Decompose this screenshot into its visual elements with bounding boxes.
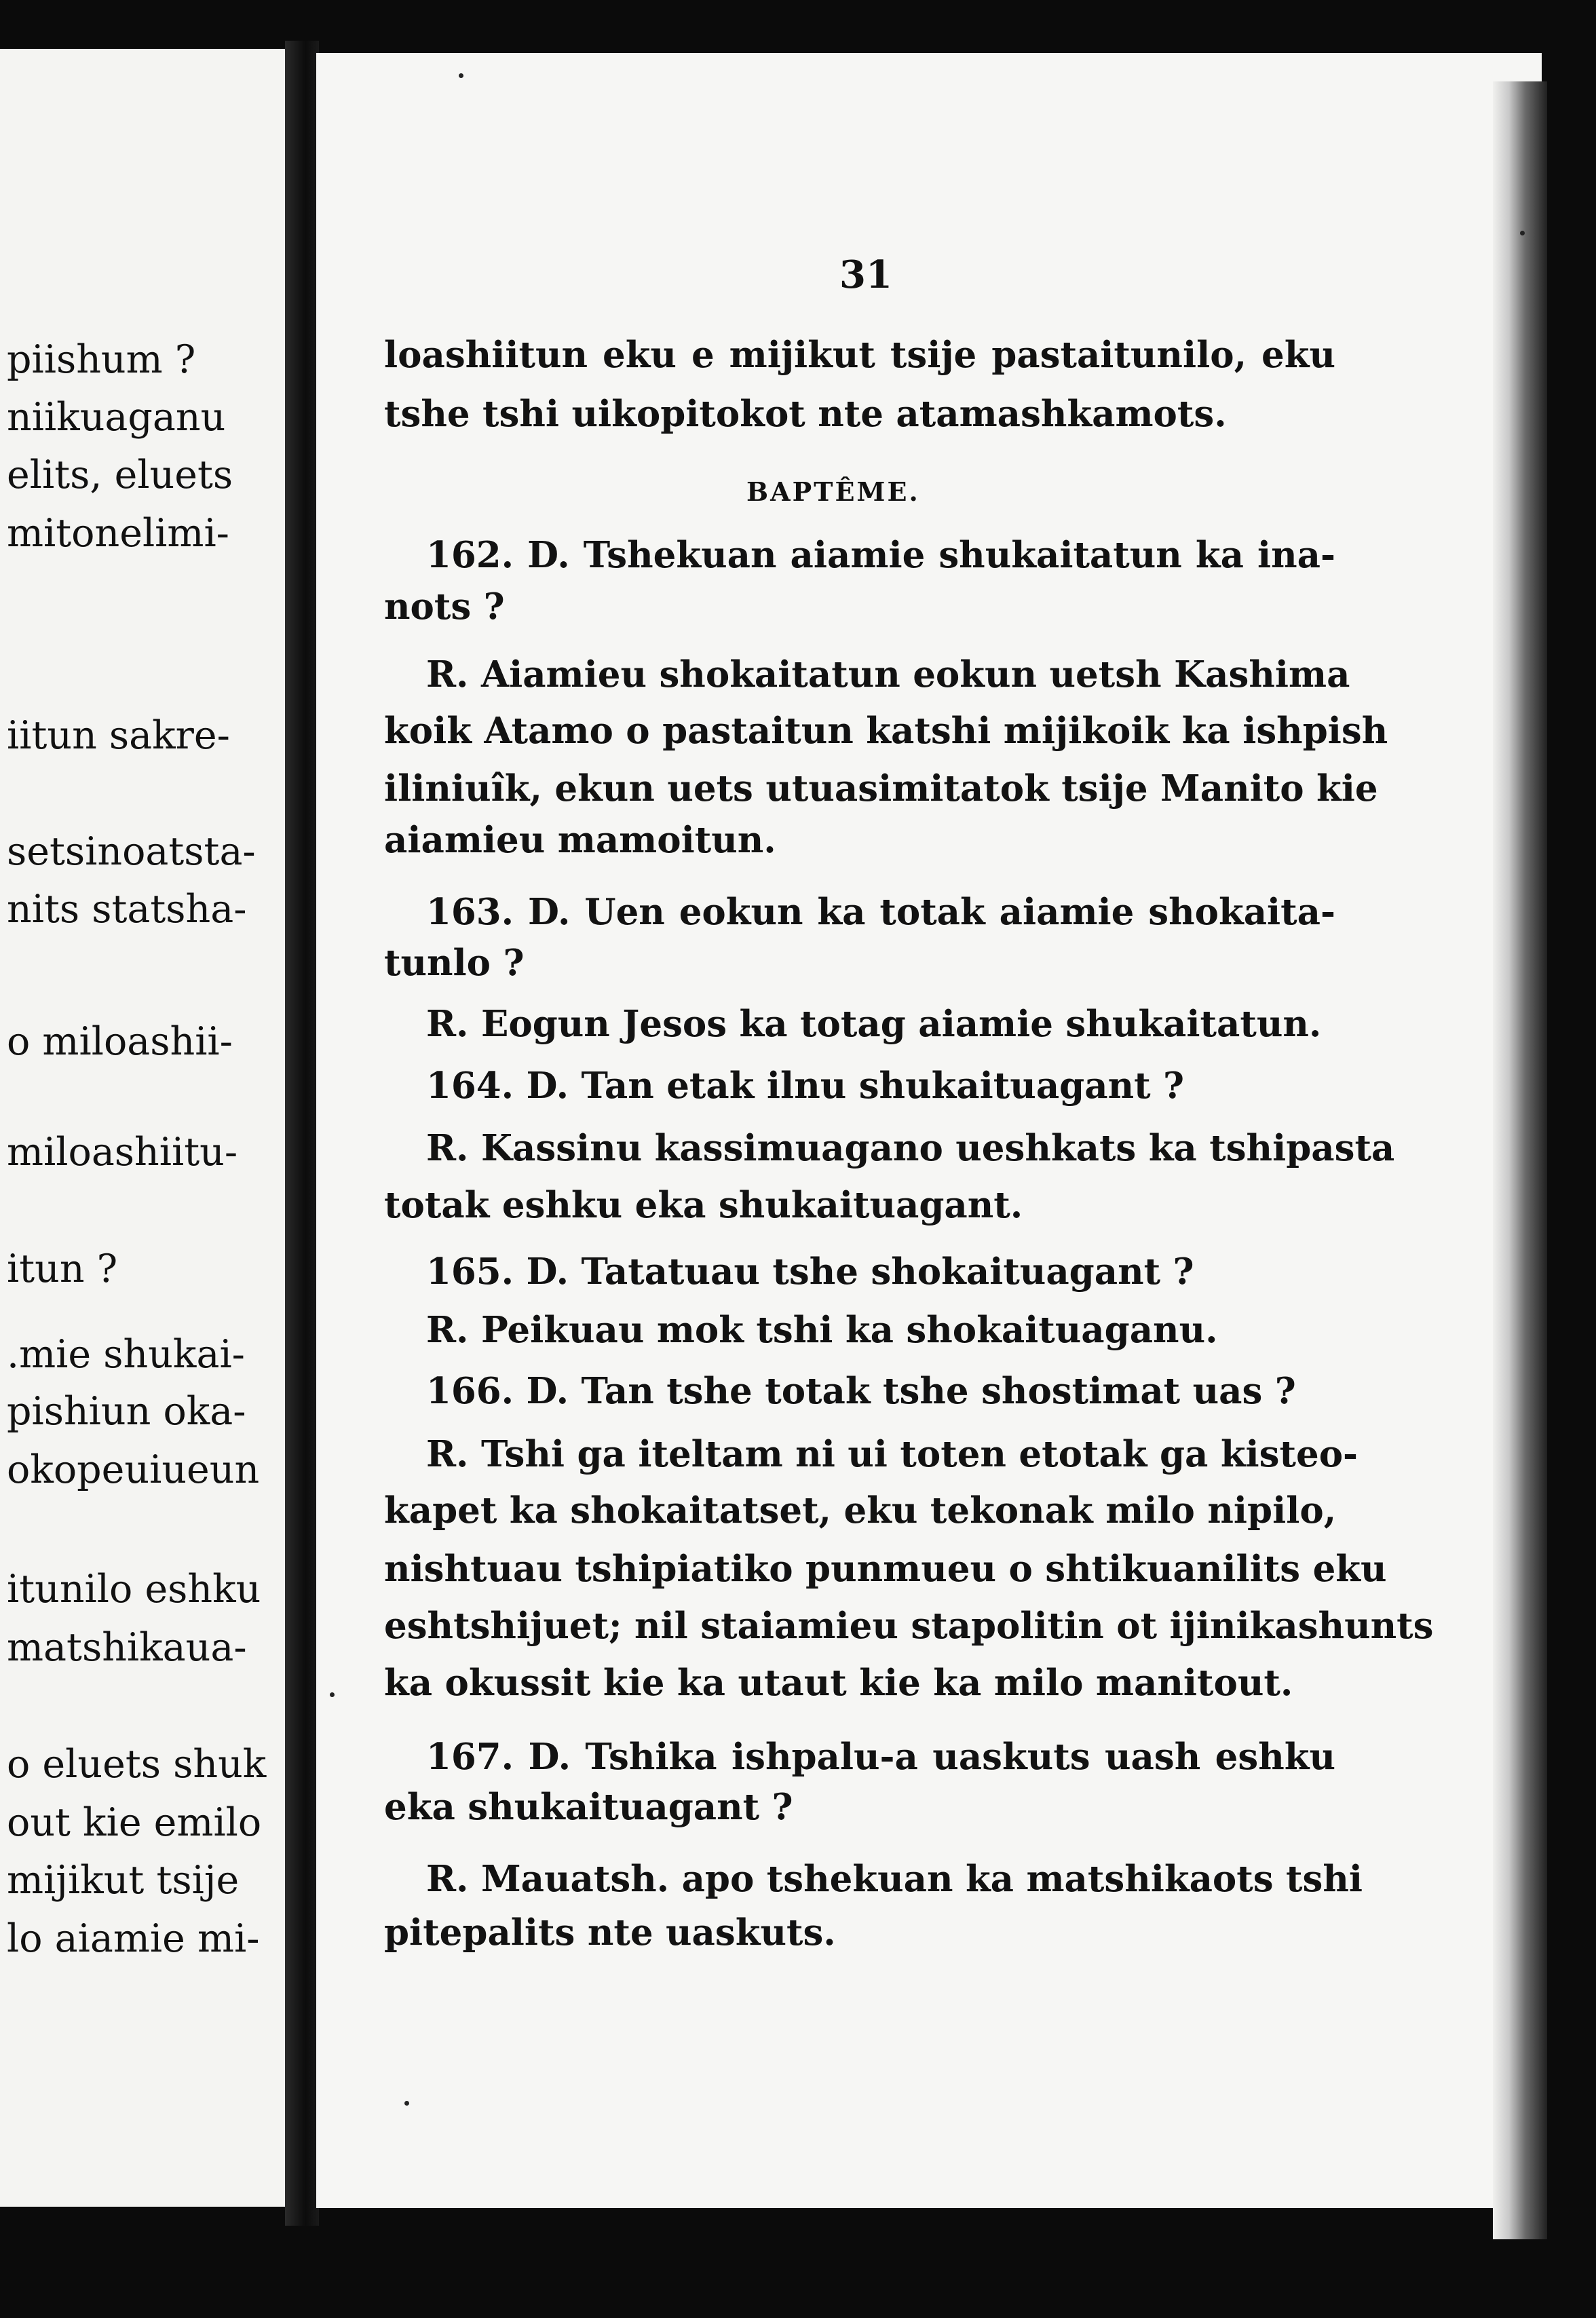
body-line: koik Atamo o pastaitun katshi mijikoik ka ishpish bbox=[384, 710, 1388, 752]
left-line: mitonelimi- bbox=[7, 511, 229, 556]
body-line: kapet ka shokaitatset, eku tekonak milo nipilo, bbox=[384, 1489, 1337, 1532]
answer-163: R. Eogun Jesos ka totag aiamie shukaitatun. bbox=[426, 1003, 1322, 1045]
left-line: .mie shukai- bbox=[7, 1332, 245, 1377]
body-line: pitepalits nte uaskuts. bbox=[384, 1912, 836, 1954]
question-164: 164. D. Tan etak ilnu shukaituagant ? bbox=[426, 1065, 1185, 1107]
left-line: itun ? bbox=[7, 1247, 118, 1291]
body-line: loashiitun eku e mijikut tsije pastaitunilo, eku bbox=[384, 334, 1335, 376]
body-line: nishtuau tshipiatiko punmueu o shtikuanilits eku bbox=[384, 1548, 1387, 1590]
ink-speck bbox=[330, 1692, 335, 1697]
left-line: mijikut tsije bbox=[7, 1858, 240, 1903]
left-line: nits statsha- bbox=[7, 887, 247, 932]
answer-165: R. Peikuau mok tshi ka shokaituaganu. bbox=[426, 1309, 1218, 1351]
left-line: piishum ? bbox=[7, 337, 196, 382]
page-number: 31 bbox=[839, 252, 892, 297]
question-162: 162. D. Tshekuan aiamie shukaitatun ka ina- bbox=[426, 534, 1335, 576]
ink-speck bbox=[404, 2101, 409, 2106]
left-line: elits, eluets bbox=[7, 453, 233, 497]
question-165: 165. D. Tatatuau tshe shokaituagant ? bbox=[426, 1251, 1194, 1293]
left-line: lo aiamie mi- bbox=[7, 1916, 260, 1961]
body-line: eshtshijuet; nil staiamieu stapolitin ot ijinikashunts bbox=[384, 1605, 1434, 1647]
question-166: 166. D. Tan tshe totak tshe shostimat uas ? bbox=[426, 1370, 1296, 1412]
left-line: itunilo eshku bbox=[7, 1567, 261, 1612]
section-heading: BAPTÊME. bbox=[746, 476, 920, 507]
body-line: aiamieu mamoitun. bbox=[384, 819, 776, 861]
body-line: totak eshku eka shukaituagant. bbox=[384, 1184, 1023, 1226]
body-line: ka okussit kie ka utaut kie ka milo manitout. bbox=[384, 1662, 1293, 1704]
question-167: 167. D. Tshika ishpalu-a uaskuts uash eshku bbox=[426, 1736, 1335, 1778]
left-line: iitun sakre- bbox=[7, 713, 230, 758]
answer-162: R. Aiamieu shokaitatun eokun uetsh Kashima bbox=[426, 653, 1350, 696]
answer-167: R. Mauatsh. apo tshekuan ka matshikaots tshi bbox=[426, 1858, 1363, 1900]
answer-164: R. Kassinu kassimuagano ueshkats ka tshipasta bbox=[426, 1127, 1395, 1169]
book-gutter bbox=[285, 41, 319, 2226]
ink-speck bbox=[1520, 231, 1525, 235]
page-edge-shadow bbox=[1493, 81, 1547, 2239]
left-line: miloashiitu- bbox=[7, 1130, 238, 1175]
ink-speck bbox=[459, 73, 463, 78]
left-line: o miloashii- bbox=[7, 1019, 233, 1064]
answer-166: R. Tshi ga iteltam ni ui toten etotak ga kisteo- bbox=[426, 1433, 1358, 1475]
body-line: tunlo ? bbox=[384, 942, 525, 984]
body-line: nots ? bbox=[384, 586, 505, 628]
left-line: okopeuiueun bbox=[7, 1447, 260, 1492]
left-page bbox=[0, 49, 285, 2207]
body-line: eka shukaituagant ? bbox=[384, 1786, 793, 1828]
body-line: tshe tshi uikopitokot nte atamashkamots. bbox=[384, 393, 1227, 435]
left-line: o eluets shuk bbox=[7, 1742, 267, 1787]
left-line: niikuaganu bbox=[7, 395, 226, 440]
left-line: matshikaua- bbox=[7, 1625, 247, 1670]
question-163: 163. D. Uen eokun ka totak aiamie shokaita- bbox=[426, 891, 1335, 933]
left-line: setsinoatsta- bbox=[7, 829, 256, 874]
left-line: out kie emilo bbox=[7, 1800, 262, 1845]
left-line: pishiun oka- bbox=[7, 1389, 246, 1434]
body-line: iliniuîk, ekun uets utuasimitatok tsije Manito kie bbox=[384, 767, 1378, 810]
